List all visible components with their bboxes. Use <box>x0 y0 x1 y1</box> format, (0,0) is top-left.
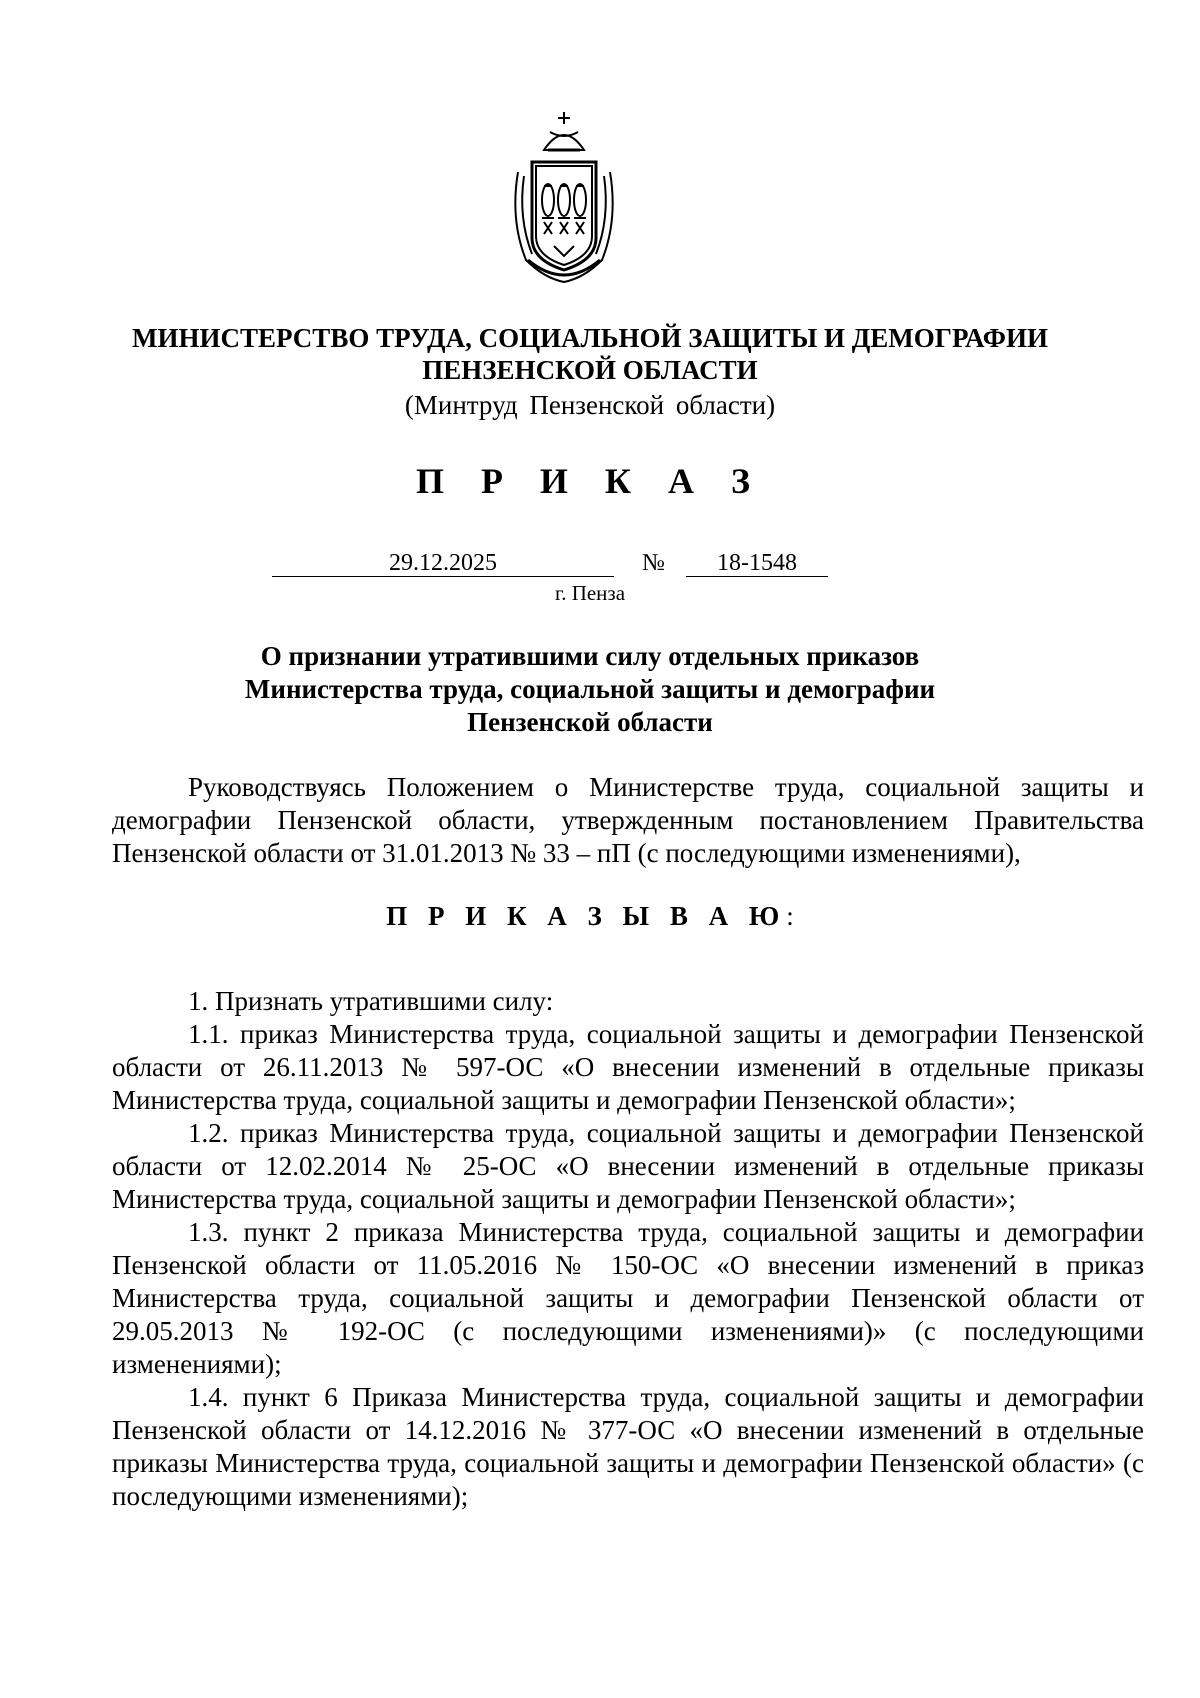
document-date: 29.12.2025 <box>389 550 497 576</box>
order-heading <box>0 901 1180 932</box>
subject-line3: Пензенской области <box>467 707 713 737</box>
document-number: 18-1548 <box>717 550 797 576</box>
document-subject <box>0 640 1180 739</box>
order-item: 1.2. приказ Министерства труда, социальной защиты и демографии Пензенской области от 12.02.2014 № 25-ОС «О внесении изменений в отдельные приказы Министерства труда, социальной защиты и демографии Пензенской области»; <box>112 1118 1144 1214</box>
subject-line2: Министерства труда, социальной защиты и демографии <box>244 674 936 704</box>
preamble-paragraph: Руководствуясь Положением о Министерстве труда, социальной защиты и демографии Пензенской области, утвержденным постановлением Правительства Пензенской области от 31.01.2013 № 33 – пП (с последующими изменениями), <box>112 772 1144 868</box>
order-item: 1.3. пункт 2 приказа Министерства труда, социальной защиты и демографии Пензенской области от 11.05.2016 № 150-ОС «О внесении изменений в приказ Министерства труда, социальной защиты и демографии Пензенской области от 29.05.2013 № 192-ОС (с последующими изменениями)» (с последующими изменениями); <box>112 1217 1144 1379</box>
ministry-name-line2: ПЕНЗЕНСКОЙ ОБЛАСТИ <box>422 355 758 385</box>
order-word: П Р И К А З Ы В А Ю <box>386 901 787 931</box>
ministry-name-line1: МИНИСТЕРСТВО ТРУДА, СОЦИАЛЬНОЙ ЗАЩИТЫ И ДЕМОГРАФИИ <box>131 323 1048 353</box>
order-colon: : <box>786 901 794 931</box>
subject-line1: О признании утратившими силу отдельных приказов <box>260 641 920 671</box>
number-sign: № <box>642 550 665 576</box>
document-type-title: П Р И К А З <box>415 461 765 501</box>
order-item: 1.1. приказ Министерства труда, социальной защиты и демографии Пензенской области от 26.11.2013 № 597-ОС «О внесении изменений в отдельные приказы Министерства труда, социальной защиты и демографии Пензенской области»; <box>112 1019 1144 1115</box>
order-item: 1.4. пункт 6 Приказа Министерства труда, социальной защиты и демографии Пензенской области от 14.12.2016 № 377-ОС «О внесении изменений в отдельные приказы Министерства труда, социальной защиты и демографии Пензенской области» (с последующими изменениями); <box>112 1382 1144 1511</box>
ministry-short-name: (Минтруд Пензенской области) <box>404 390 776 420</box>
order-item: 1. Признать утратившими силу: <box>188 986 554 1016</box>
penza-coat-of-arms-icon <box>504 110 624 285</box>
document-city: г. Пенза <box>554 581 626 605</box>
order-items <box>112 985 1144 1513</box>
